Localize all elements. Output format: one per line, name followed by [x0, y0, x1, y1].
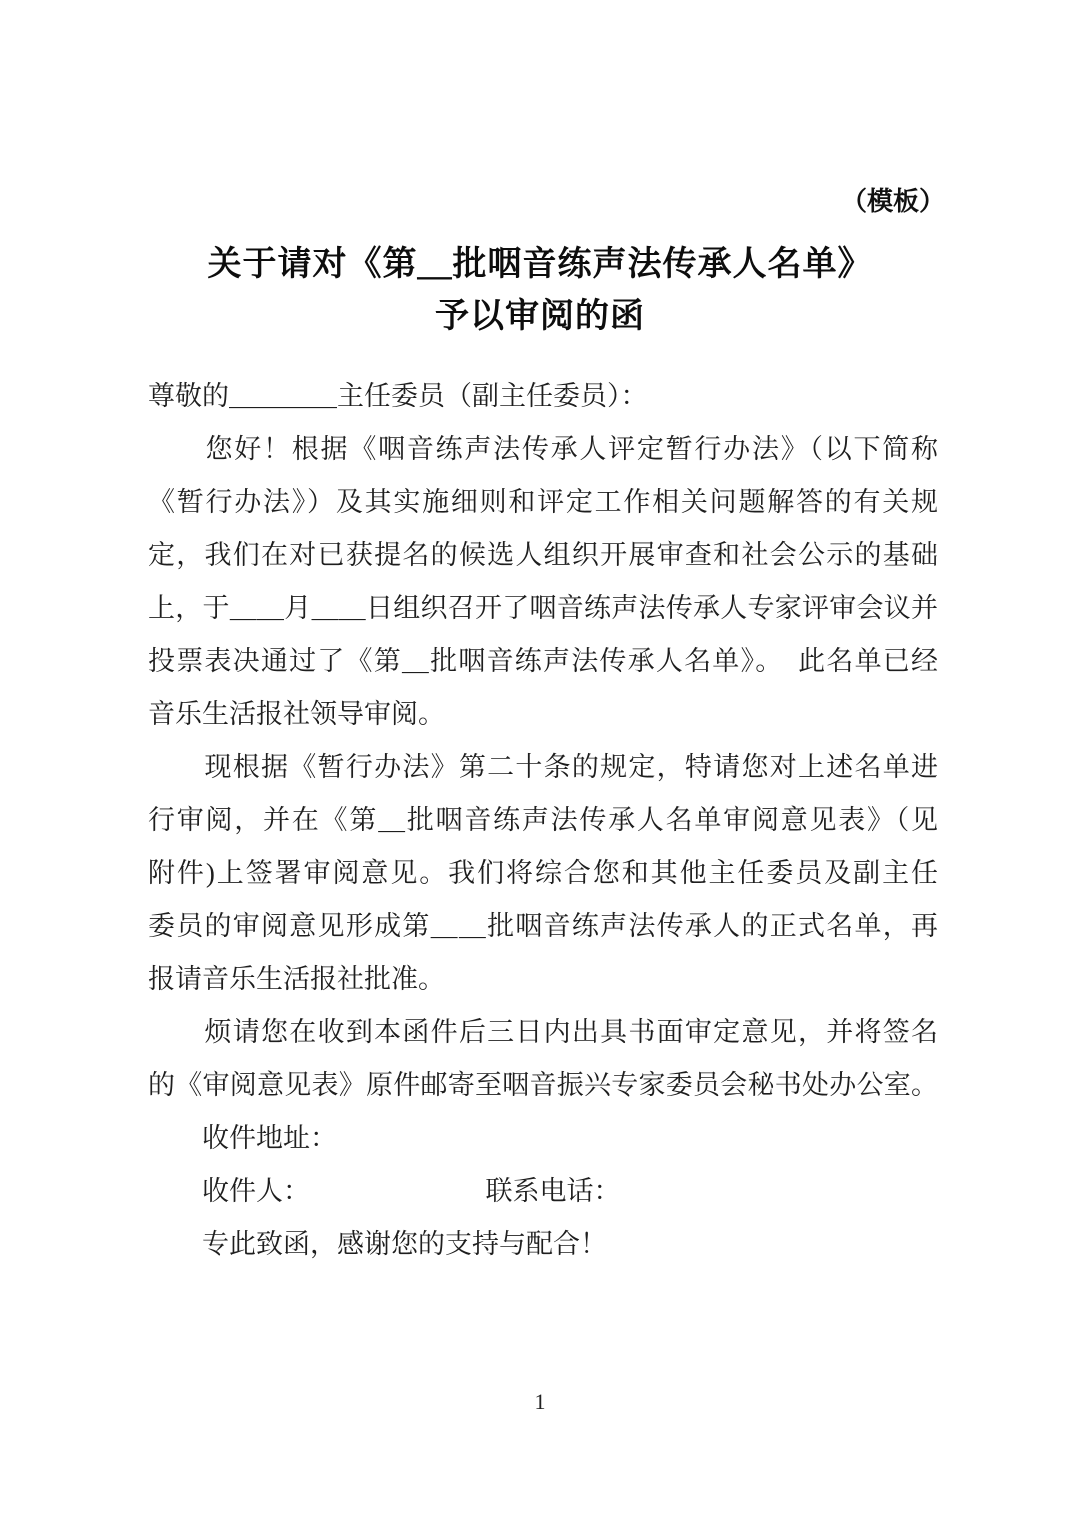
body-line: 上，于＿＿月＿＿日组织召开了咽音练声法传承人专家评审会议并 — [148, 593, 938, 623]
body-line: 委员的审阅意见形成第＿＿批咽音练声法传承人的正式名单，再 — [148, 911, 938, 941]
document-title-line-1: 关于请对《第＿批咽音练声法传承人名单》 — [207, 245, 873, 283]
template-tag: （模板） — [840, 186, 945, 216]
body-line: 收件地址： — [148, 1123, 337, 1153]
body-line: 尊敬的＿＿＿＿主任委员（副主任委员）： — [148, 381, 648, 411]
body-line: 报请音乐生活报社批准。 — [148, 964, 445, 994]
body-line: 《暂行办法》）及其实施细则和评定工作相关问题解答的有关规 — [148, 487, 938, 517]
body-line: 您好！根据《咽音练声法传承人评定暂行办法》（以下简称 — [148, 434, 938, 464]
body-line: 投票表决通过了《第＿批咽音练声法传承人名单》。 此名单已经 — [148, 646, 938, 676]
body-line: 现根据《暂行办法》第二十条的规定，特请您对上述名单进 — [148, 752, 938, 782]
page-number: 1 — [534, 1389, 546, 1414]
body-line: 定，我们在对已获提名的候选人组织开展审查和社会公示的基础 — [148, 540, 938, 570]
document-title-line-2: 予以审阅的函 — [435, 297, 645, 335]
body-line: 专此致函，感谢您的支持与配合！ — [148, 1229, 607, 1259]
body-line: 收件人： 联系电话： — [148, 1176, 621, 1206]
body-line: 烦请您在收到本函件后三日内出具书面审定意见，并将签名 — [148, 1017, 938, 1047]
body-line: 音乐生活报社领导审阅。 — [148, 699, 445, 729]
body-line: 的《审阅意见表》原件邮寄至咽音振兴专家委员会秘书处办公室。 — [148, 1070, 938, 1100]
body-lines — [148, 370, 938, 1271]
body-line: 附件)上签署审阅意见。我们将综合您和其他主任委员及副主任 — [148, 858, 938, 888]
body-line: 行审阅，并在《第＿批咽音练声法传承人名单审阅意见表》（见 — [148, 805, 938, 835]
